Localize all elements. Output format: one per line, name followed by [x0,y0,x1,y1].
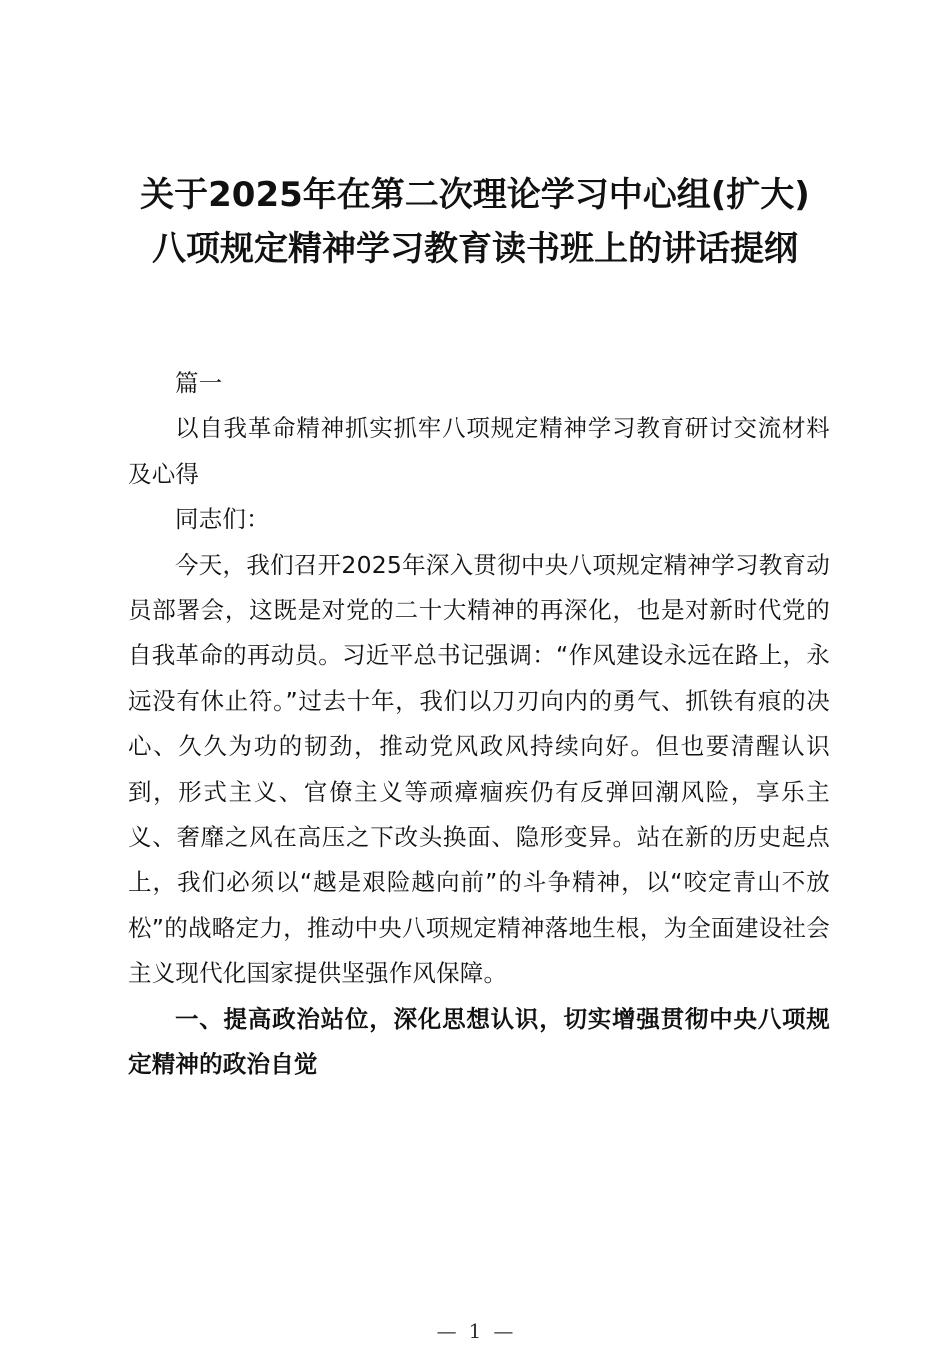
section-label: 篇一 [175,369,223,397]
document-body [128,361,830,1088]
document-title [100,168,850,276]
title-line-1: 关于2025年在第二次理论学习中心组(扩大) [140,175,810,215]
paragraph-1: 今天，我们召开2025年深入贯彻中央八项规定精神学习教育动员部署会，这既是对党的二十大精神的再深化，也是对新时代党的自我革命的再动员。习近平总书记强调：“作风建设永远在路上，永远没有休止符。”过去十年，我们以刀刃向内的勇气、抓铁有痕的决心、久久为功的韧劲，推动党风政风持续向好。但也要清醒认识到，形式主义、官僚主义等顽瘴痼疾仍有反弹回潮风险，享乐主义、奢靡之风在高压之下改头换面、隐形变异。站在新的历史起点上，我们必须以“越是艰险越向前”的斗争精神，以“咬定青山不放松”的战略定力，推动中央八项规定精神落地生根，为全面建设社会主义现代化国家提供坚强作风保障。 [128,550,830,988]
subtitle: 以自我革命精神抓实抓牢八项规定精神学习教育研讨交流材料及心得 [128,414,830,488]
title-line-2: 八项规定精神学习教育读书班上的讲话提纲 [152,229,798,269]
section-heading-1: 一、提高政治站位，深化思想认识，切实增强贯彻中央八项规定精神的政治自觉 [128,1004,830,1079]
page-footer [0,1317,950,1345]
salutation: 同志们： [175,505,270,534]
page-number: 1 [468,1319,482,1343]
footer-dash-right: — [493,1319,514,1343]
footer-dash-left: — [436,1319,457,1343]
